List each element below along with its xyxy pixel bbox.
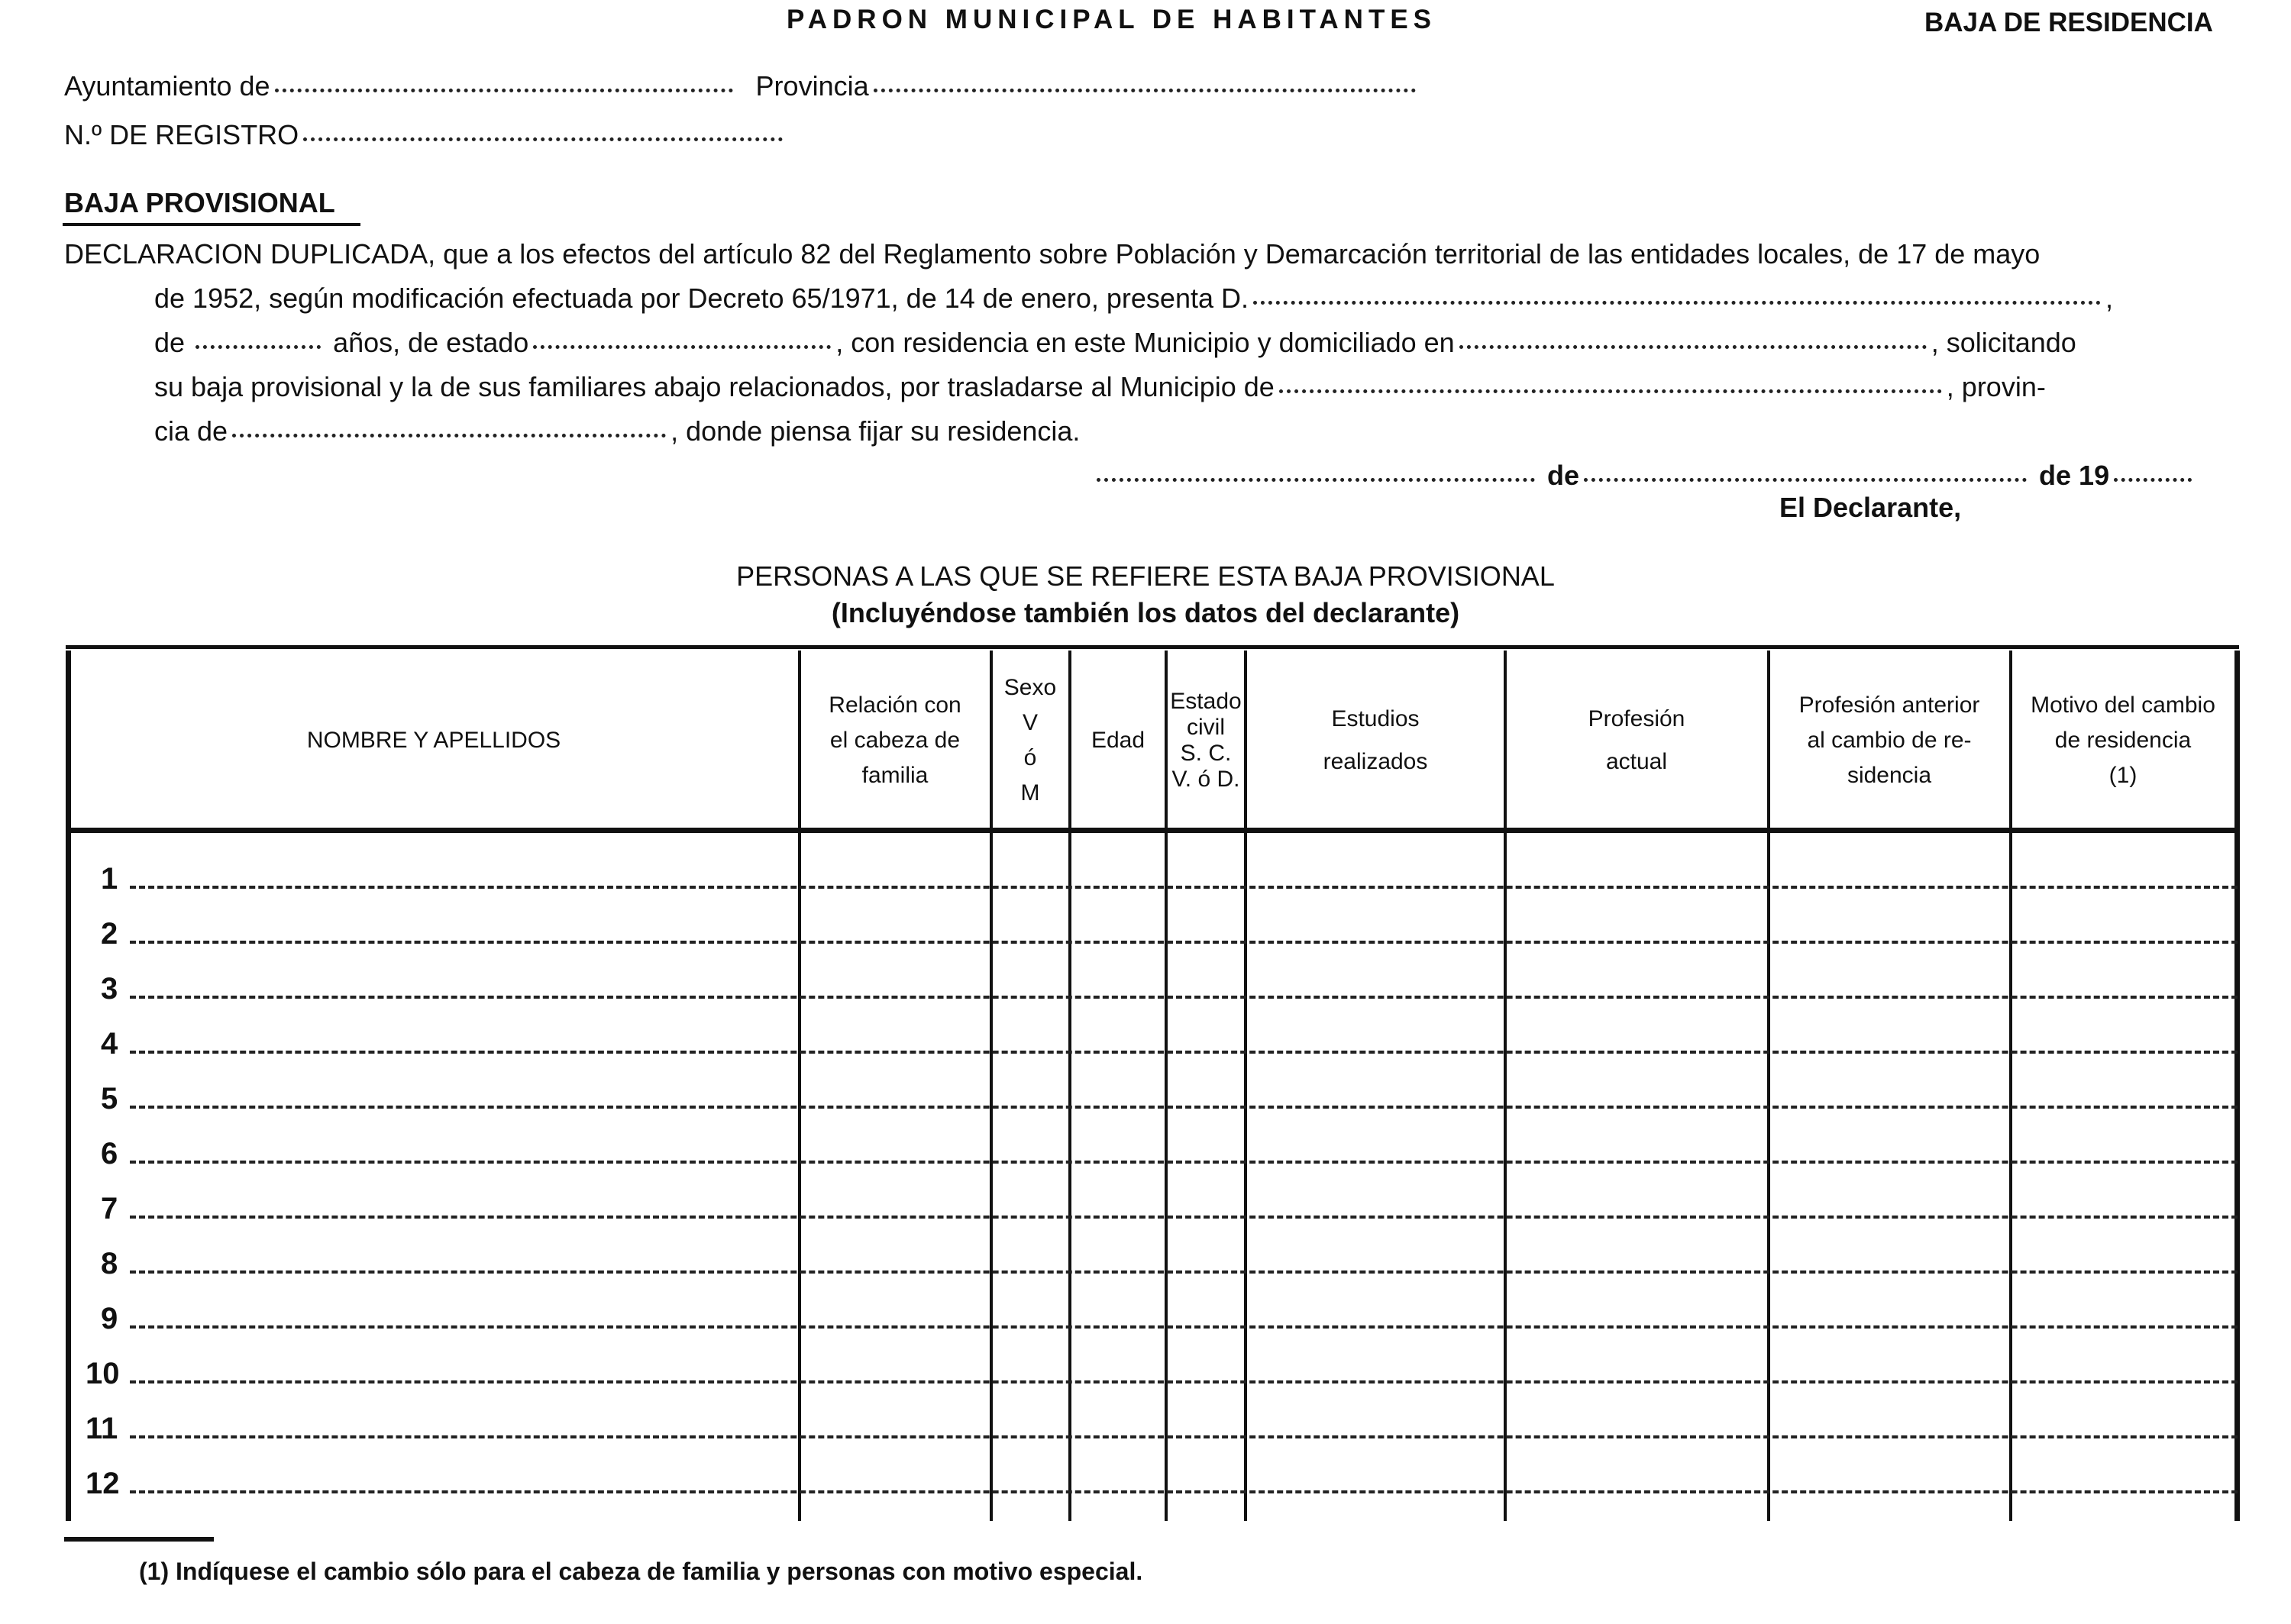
row-number: 9 [101, 1302, 118, 1335]
form-type-title: BAJA DE RESIDENCIA [1924, 8, 2213, 37]
residence-label: , donde piensa fijar su residencia. [670, 415, 1081, 447]
header-nombre: NOMBRE Y APELLIDOS [306, 728, 561, 753]
header-relacion: Relación con el cabeza de familia [829, 693, 961, 788]
registro-field[interactable] [303, 137, 783, 141]
declaration-line-2-text: de 1952, según modificación efectuada por Decreto 65/1971, de 14 de enero, presenta D. [154, 283, 1249, 314]
age-field[interactable] [195, 345, 321, 349]
header-profesion: Profesión actual [1588, 706, 1685, 774]
row-line [130, 1106, 2238, 1109]
table-header-rule [66, 828, 2239, 833]
row-line [130, 1325, 2238, 1329]
row-line [130, 996, 2238, 999]
de-date-label: de [1547, 460, 1580, 491]
provincia-field[interactable] [874, 89, 1416, 92]
place-field[interactable] [1097, 478, 1535, 482]
solicitando-label: , solicitando [1931, 327, 2076, 358]
declaration-line-1 [64, 238, 2040, 270]
section-title: BAJA PROVISIONAL [64, 187, 335, 218]
row-number: 12 [86, 1467, 120, 1500]
header-estudios: Estudios realizados [1323, 706, 1428, 774]
row-line [130, 1161, 2238, 1164]
row-number: 1 [101, 862, 118, 896]
destination-label: su baja provisional y la de sus familiares abajo relacionados, por trasladarse al Municipio de [154, 371, 1275, 402]
provincia-label: Provincia [755, 70, 869, 102]
table-row[interactable] [76, 1284, 2238, 1339]
year-field[interactable] [2114, 478, 2192, 482]
row-line [130, 1216, 2238, 1219]
declaration-line-2 [154, 283, 2113, 315]
registro-label: N.º DE REGISTRO [64, 119, 299, 150]
comma: , [2105, 283, 2114, 314]
declaration-lead: DECLARACION DUPLICADA, [64, 238, 436, 270]
registro-row [64, 119, 787, 151]
row-line [130, 941, 2238, 944]
row-line [130, 1435, 2238, 1438]
table-title: PERSONAS A LAS QUE SE REFIERE ESTA BAJA PROVISIONAL [736, 560, 1555, 592]
table-row[interactable] [76, 844, 2238, 899]
header-estado-civil: Estado civil S. C. V. ó D. [1170, 689, 1242, 792]
row-number: 11 [86, 1412, 118, 1445]
row-line [130, 1380, 2238, 1383]
domicile-label: , con residencia en este Municipio y domiciliado en [835, 327, 1455, 358]
ayuntamiento-field[interactable] [275, 89, 733, 92]
table-row[interactable] [76, 1229, 2238, 1284]
row-number: 10 [86, 1357, 120, 1390]
header-edad: Edad [1091, 728, 1146, 753]
provincia-label-2: , provin- [1946, 371, 2046, 402]
table-top-rule [66, 645, 2239, 649]
footnote: (1) Indíquese el cambio sólo para el cabeza de familia y personas con motivo especial. [139, 1558, 1143, 1585]
row-number: 7 [101, 1192, 118, 1225]
destination-municipality-field[interactable] [1279, 389, 1942, 393]
year-label: de 19 [2039, 460, 2110, 491]
declaration-line-4 [154, 371, 2046, 403]
section-underline [63, 223, 360, 226]
table-row[interactable] [76, 1174, 2238, 1229]
table-row[interactable] [76, 954, 2238, 1009]
row-number: 3 [101, 972, 118, 1006]
row-number: 5 [101, 1082, 118, 1115]
table-row[interactable] [76, 1339, 2238, 1394]
form-title: PADRON MUNICIPAL DE HABITANTES [787, 5, 1437, 34]
row-number: 8 [101, 1247, 118, 1280]
table-row[interactable] [76, 1009, 2238, 1064]
header-motivo: Motivo del cambio de residencia (1) [2031, 693, 2215, 788]
header-profesion-anterior: Profesión anterior al cambio de re- sidencia [1798, 693, 1980, 788]
ayuntamiento-row [64, 70, 1420, 102]
declaration-line-3 [154, 327, 2076, 359]
table-row[interactable] [76, 1394, 2238, 1449]
date-line [1092, 460, 2196, 492]
ayuntamiento-label: Ayuntamiento de [64, 70, 270, 102]
row-number: 2 [101, 917, 118, 951]
domicile-field[interactable] [1459, 345, 1927, 349]
declarant-name-field[interactable] [1253, 301, 2101, 305]
table-row[interactable] [76, 1449, 2238, 1504]
header-sexo: Sexo V ó M [1003, 675, 1057, 806]
row-number: 6 [101, 1137, 118, 1170]
table-row[interactable] [76, 1119, 2238, 1174]
row-line [130, 1490, 2238, 1493]
table-row[interactable] [76, 899, 2238, 954]
declaration-line-1-text: que a los efectos del artículo 82 del Reglamento sobre Población y Demarcación territorial de las entidades locales, de 17 de mayo [443, 238, 2041, 270]
declarant-signature-label: El Declarante, [1779, 492, 1962, 523]
de-label: de [154, 327, 186, 358]
table-row[interactable] [76, 1064, 2238, 1119]
destination-province-field[interactable] [232, 434, 666, 437]
row-number: 4 [101, 1027, 118, 1061]
declaration-line-5 [154, 415, 1080, 447]
row-line [130, 886, 2238, 889]
row-line [130, 1051, 2238, 1054]
day-month-field[interactable] [1584, 478, 2027, 482]
footnote-rule [64, 1537, 214, 1542]
table-subtitle: (Incluyéndose también los datos del declarante) [831, 597, 1460, 628]
civil-status-field[interactable] [533, 345, 831, 349]
row-line [130, 1270, 2238, 1274]
age-label: años, de estado [333, 327, 529, 358]
cia-de-label: cia de [154, 415, 228, 447]
